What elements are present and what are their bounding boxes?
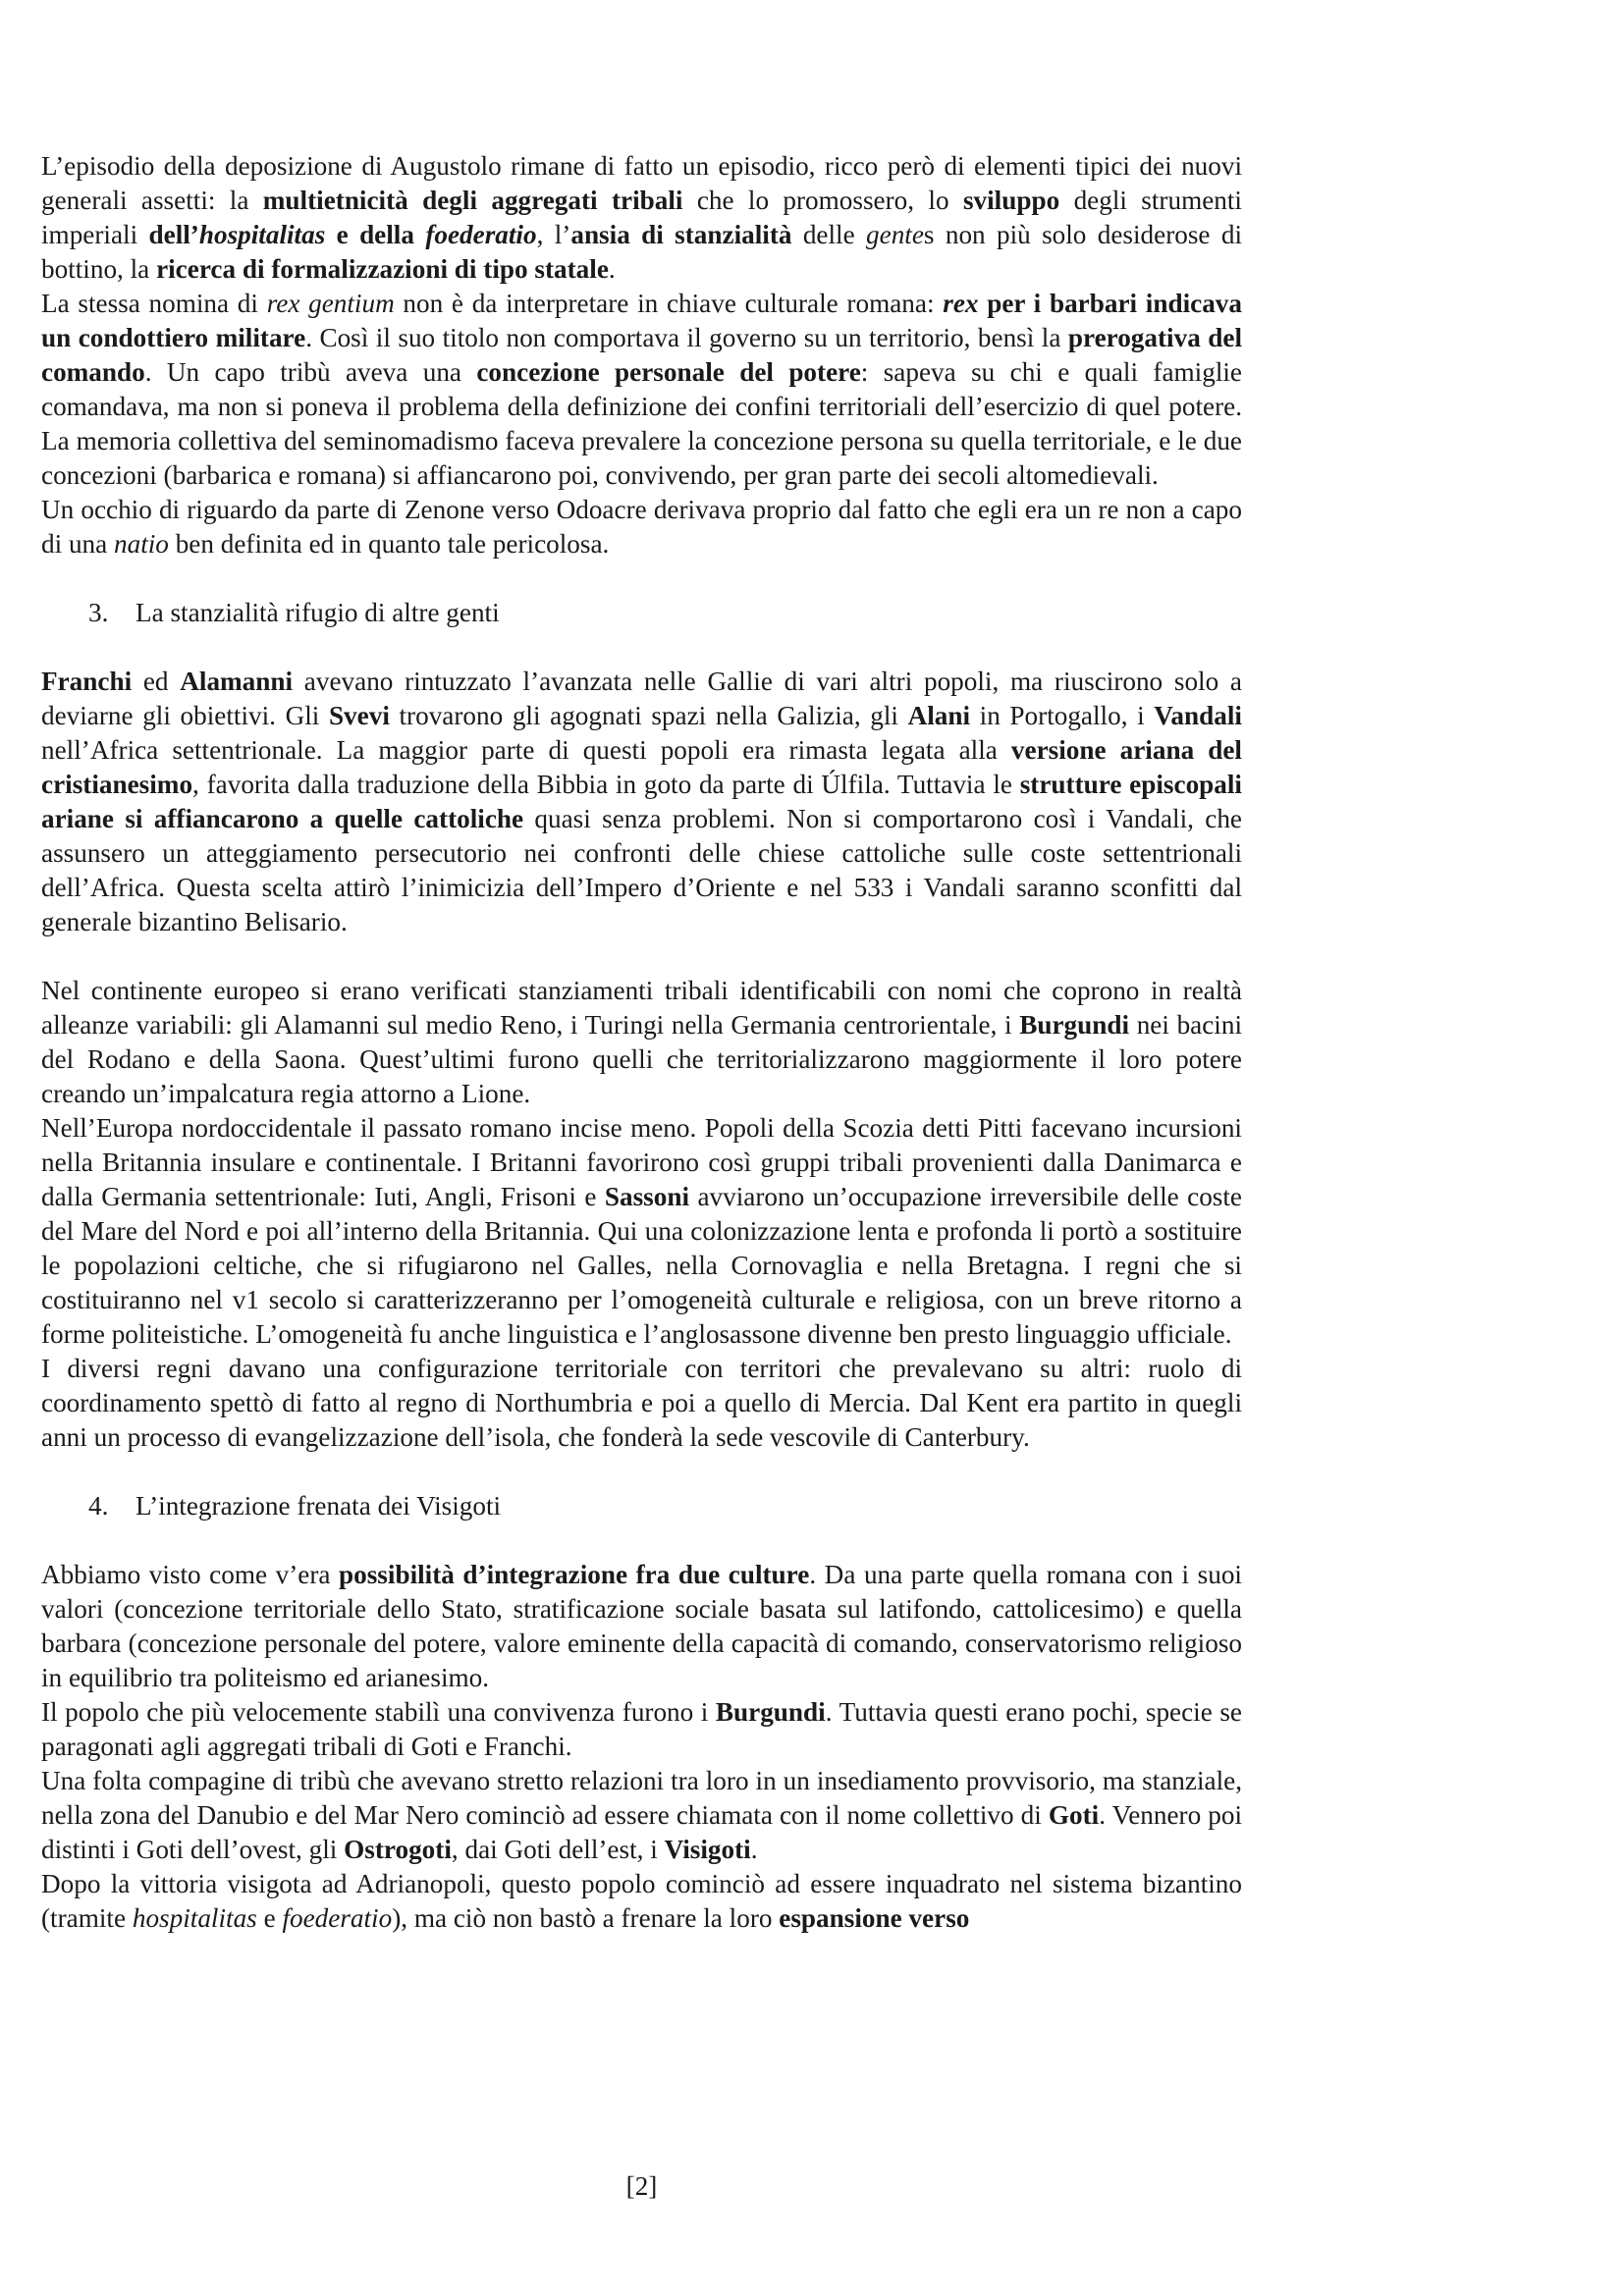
bold-text: Sassoni (604, 1182, 690, 1211)
text-run: , favorita dalla traduzione della Bibbia in goto da parte di Úlfila. Tuttavia le (192, 770, 1020, 799)
spacer (41, 939, 1242, 974)
page-number: [2] (625, 2171, 658, 2201)
bold-text: dell’ (148, 220, 199, 249)
paragraph-adrianopoli (41, 1867, 1242, 1936)
emphasis: rex (943, 289, 979, 318)
text-run: . Un capo tribù aveva una (144, 357, 477, 387)
text-run: . Da una parte quella romana con i suoi valori (concezione territoriale dello Stato, stratificazione sociale basata sul latifondo, cattolicesimo) e quella barbara (concezione personale del potere, valore eminente della capacità di comando, conservatorismo religioso in equilibrio tra politeismo ed arianesimo. (41, 1560, 1242, 1692)
italic-text: natio (114, 529, 169, 559)
text-run: non è da interpretare in chiave culturale romana: (394, 289, 944, 318)
text-run: s non più solo desiderose di bottino, la (41, 220, 1242, 284)
bold-text: Svevi (328, 701, 390, 730)
text-run: . Vennero poi distinti i Goti dell’ovest, gli (41, 1800, 1243, 1864)
bold-text: Franchi (41, 667, 133, 696)
bold-text: per i barbari indicava un condottiero militare (41, 289, 1242, 352)
text-run: , dai Goti dell’est, i (451, 1835, 665, 1864)
bold-text: multietnicità degli aggregati tribali (262, 186, 683, 215)
text-run: ed (132, 667, 181, 696)
emphasis: hospitalitas (198, 220, 326, 249)
section-heading-3 (41, 596, 1242, 630)
italic-text: foederatio (282, 1903, 393, 1933)
bold-italic-text (943, 289, 978, 318)
text-run: Nel continente europeo si erano verificati stanziamenti tribali identificabili con nomi che coprono in realtà alleanze variabili: gli Alamanni sul medio Reno, i Turingi nella Germania centrorientale, i (41, 976, 1242, 1040)
spacer (41, 1455, 1242, 1489)
text-run: . (750, 1835, 758, 1864)
text-run: Un occhio di riguardo da parte di Zenone verso Odoacre derivava proprio dal fatto che egli era un re non a capo di una (41, 495, 1242, 559)
text-run: avviarono un’occupazione irreversibile delle coste del Mare del Nord e poi all’interno della Britannia. Qui una colonizzazione lenta e profonda li portò a sostituire le popolazioni celtiche, che si rifugiarono nel Galles, nella Cornovaglia e nella Bretagna. I regni che si costituiranno nel v1 secolo si caratterizzeranno per l’omogeneità culturale e religiosa, con un breve ritorno a forme politeistiche. L’omogeneità fu anche linguistica e l’anglosassone divenne ben presto linguaggio ufficiale. (41, 1182, 1242, 1349)
text-run: . Così il suo titolo non comportava il governo su un territorio, bensì la (305, 323, 1068, 352)
bold-text: strutture episcopali ariane si affiancarono a quelle cattoliche (41, 770, 1242, 833)
paragraph-franchi-alamanni (41, 665, 1242, 939)
bold-text: ricerca di formalizzazioni di tipo statale (156, 254, 609, 284)
document-page (41, 149, 1242, 1936)
text-run: , l’ (536, 220, 571, 249)
text-run: ), ma ciò non bastò a frenare la loro (392, 1903, 780, 1933)
text-run: Una folta compagine di tribù che avevano stretto relazioni tra loro in un insediamento provvisorio, ma stanziale, nella zona del Danubio e del Mar Nero cominciò ad essere chiamata con il nome collettivo di (41, 1766, 1242, 1830)
paragraph-deposizione-augustolo (41, 149, 1242, 287)
bold-text: possibilità d’integrazione fra due culture (339, 1560, 810, 1589)
paragraph-burgundi (41, 1695, 1242, 1764)
text-run: La stessa nomina di (41, 289, 267, 318)
text-run: . Tuttavia questi erano pochi, specie se paragonati agli aggregati tribali di Goti e Franchi. (41, 1697, 1242, 1761)
bold-italic-text (425, 220, 536, 249)
bold-text: Vandali (1154, 701, 1242, 730)
bold-text: Alani (907, 701, 971, 730)
text-run: Il popolo che più velocemente stabilì una convivenza furono i (41, 1697, 716, 1727)
text-run: trovarono gli agognati spazi nella Galizia, gli (389, 701, 908, 730)
italic-text: rex gentium (266, 289, 395, 318)
bold-text: Alamanni (180, 667, 294, 696)
bold-text: e della (325, 220, 426, 249)
text-run: in Portogallo, i (970, 701, 1155, 730)
emphasis: foederatio (425, 220, 537, 249)
text-run: avevano rintuzzato l’avanzata nelle Gallie di vari altri popoli, ma riuscirono solo a deviarne gli obiettivi. Gli (41, 667, 1242, 730)
paragraph-rex-gentium (41, 287, 1242, 493)
spacer (41, 630, 1242, 665)
text-run: I diversi regni davano una configurazione territoriale con territori che prevalevano su altri: ruolo di coordinamento spettò di fatto al regno di Northumbria e poi a quello di Mercia. Dal Kent era partito in quegli anni un processo di evangelizzazione dell’isola, che fonderà la sede vescovile di Canterbury. (41, 1354, 1242, 1452)
spacer (41, 1523, 1242, 1558)
text-run: nei bacini del Rodano e della Saona. Quest’ultimi furono quelli che territorializzarono maggiormente il loro potere creando un’impalcatura regia attorno a Lione. (41, 1010, 1242, 1108)
bold-text: versione ariana del cristianesimo (41, 735, 1242, 799)
bold-italic-text (199, 220, 325, 249)
section-number: 4. (88, 1491, 109, 1521)
paragraph-zenone-odoacre (41, 493, 1242, 561)
text-run: e (256, 1903, 283, 1933)
section-title: La stanzialità rifugio di altre genti (135, 598, 500, 627)
section-title: L’integrazione frenata dei Visigoti (135, 1491, 502, 1521)
bold-text: espansione verso (779, 1903, 970, 1933)
text-run: Dopo la vittoria visigota ad Adrianopoli, questo popolo cominciò ad essere inquadrato nel sistema bizantino (tramite (41, 1869, 1242, 1933)
bold-text: Burgundi (1019, 1010, 1130, 1040)
paragraph-europa-nordoccidentale (41, 1111, 1242, 1352)
bold-text: Visigoti (664, 1835, 751, 1864)
paragraph-integrazione-culture (41, 1558, 1242, 1695)
spacer (41, 561, 1242, 596)
bold-text: concezione personale del potere (476, 357, 861, 387)
bold-text: Burgundi (715, 1697, 826, 1727)
text-run: nell’Africa settentrionale. La maggior parte di questi popoli era rimasta legata alla (41, 735, 1011, 765)
text-run: Nell’Europa nordoccidentale il passato romano incise meno. Popoli della Scozia detti Pitti facevano incursioni nella Britannia insulare e continentale. I Britanni favorirono così gruppi tribali provenienti dalla Danimarca e dalla Germania settentrionale: Iuti, Angli, Frisoni e (41, 1113, 1242, 1211)
paragraph-regni-britannia (41, 1352, 1242, 1455)
bold-text: Ostrogoti (344, 1835, 452, 1864)
text-run: Abbiamo visto come v’era (41, 1560, 340, 1589)
text-run: : sapeva su chi e quali famiglie comandava, ma non si poneva il problema della definizione dei confini territoriali dell’esercizio di quel potere. La memoria collettiva del seminomadismo faceva prevalere la concezione persona su quella territoriale, e le due concezioni (barbarica e romana) si affiancarono poi, convivendo, per gran parte dei secoli altomedievali. (41, 357, 1242, 490)
bold-text: prerogativa del comando (41, 323, 1243, 387)
bold-text: Goti (1048, 1800, 1100, 1830)
text-run: che lo promossero, lo (682, 186, 963, 215)
text-run: L’episodio della deposizione di Augustolo rimane di fatto un episodio, ricco però di elementi tipici dei nuovi generali assetti: la (41, 151, 1242, 215)
italic-text: hospitalitas (132, 1903, 257, 1933)
section-number: 3. (88, 598, 109, 627)
bold-text: ansia di stanzialità (570, 220, 792, 249)
bold-text: sviluppo (962, 186, 1060, 215)
italic-text: gente (866, 220, 924, 249)
paragraph-continente-europeo (41, 974, 1242, 1111)
section-heading-4 (41, 1489, 1242, 1523)
text-run: delle (791, 220, 867, 249)
text-run: . (608, 254, 616, 284)
paragraph-goti (41, 1764, 1242, 1867)
text-run: ben definita ed in quanto tale pericolosa. (168, 529, 610, 559)
text-run: quasi senza problemi. Non si comportarono così i Vandali, che assunsero un atteggiamento persecutorio nei confronti delle chiese cattoliche sulle coste settentrionali dell’Africa. Questa scelta attirò l’inimicizia dell’Impero d’Oriente e nel 533 i Vandali saranno sconfitti dal generale bizantino Belisario. (41, 804, 1242, 936)
text-run: degli strumenti imperiali (41, 186, 1242, 249)
